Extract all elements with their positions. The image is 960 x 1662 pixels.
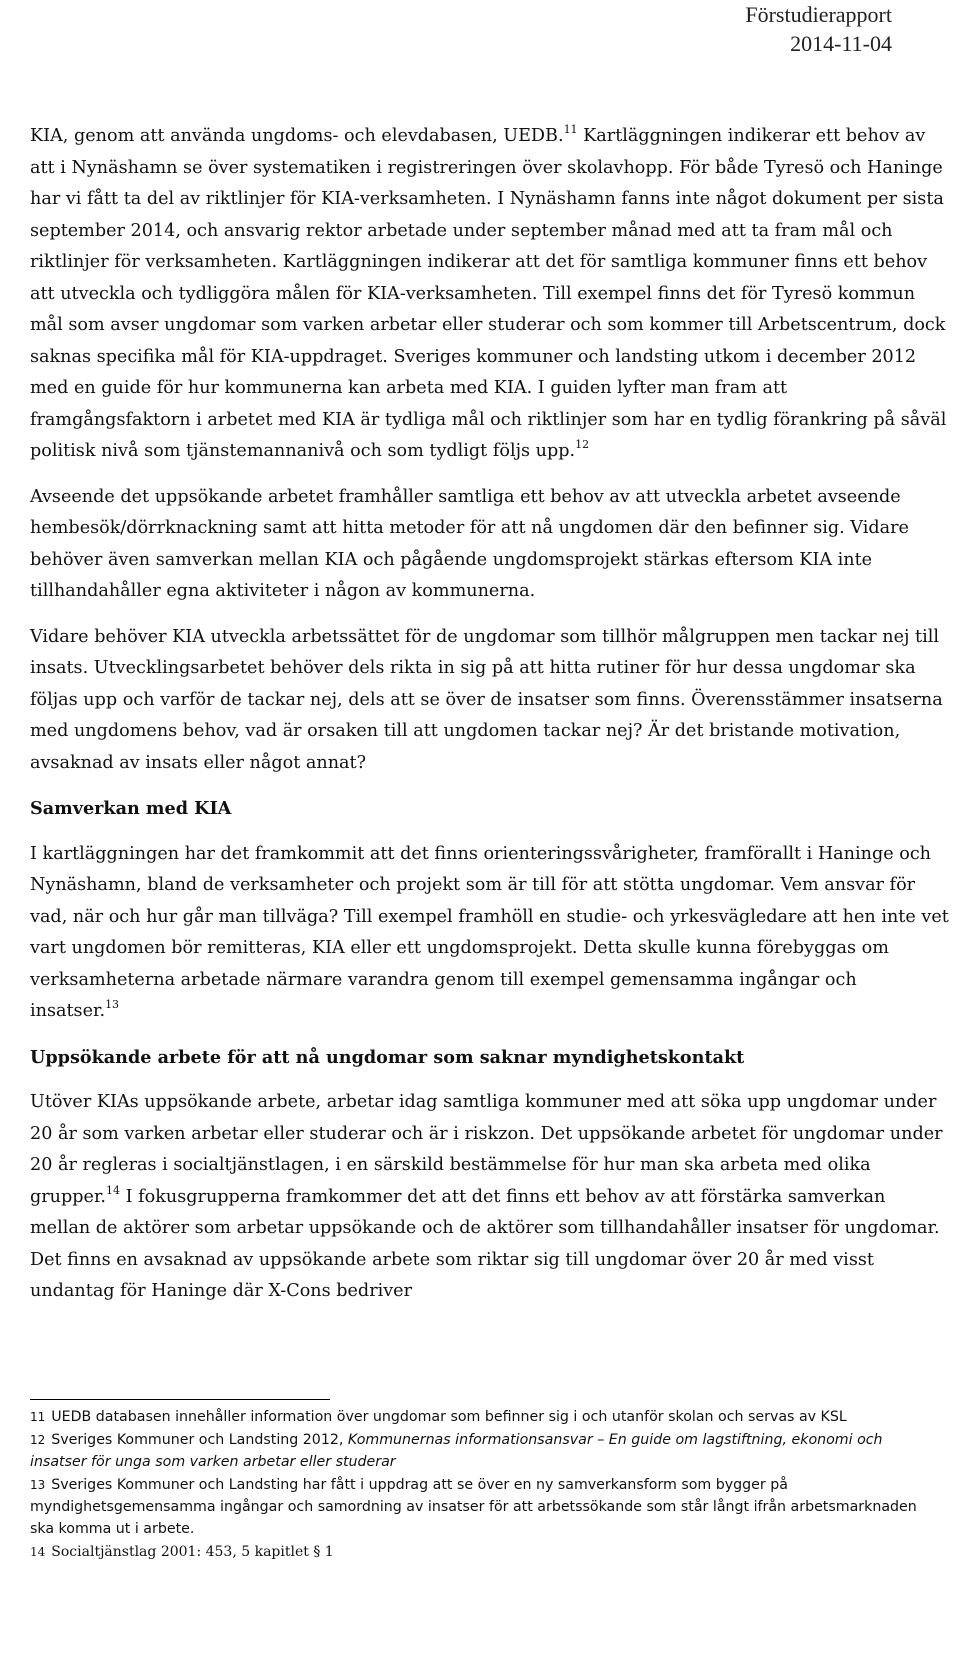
header-date: 2014-11-04 <box>790 31 892 56</box>
footnote-number: 12 <box>30 1433 46 1447</box>
footnotes <box>30 1406 930 1564</box>
paragraph-text: Kartläggningen indikerar ett behov av att i Nynäshamn se över systematiken i registreringen över skolavhopp. För både Tyresö och Haninge har vi fått ta del av riktlinjer för KIA-verksamheten. I Nynäshamn fanns inte något dokument per sista september 2014, och ansvarig rektor arbetade under september månad med att ta fram mål och riktlinjer för verksamheten. Kartläggningen indikerar att det för samtliga kommuner finns ett behov att utveckla och tydliggöra målen för KIA-verksamheten. Till exempel finns det för Tyresö kommun mål som avser ungdomar som varken arbetar eller studerar och som kommer till Arbetscentrum, dock saknas specifika mål för KIA-uppdraget. Sveriges kommuner och landsting utkom i december 2012 med en guide för hur kommunerna kan arbeta med KIA. I guiden lyfter man fram att framgångsfaktorn i arbetet med KIA är tydliga mål och riktlinjer som har en tydlig förankring på såväl politisk nivå som tjänstemannanivå och som tydligt följs upp. <box>30 126 947 461</box>
footnote-text: Sveriges Kommuner och Landsting har fått i uppdrag att se över en ny samverkansform som bygger på myndighetsgemensamma ingångar och samordning av insatser för att arbetssökande som står långt ifrån arbetsmarknaden ska komma ut i arbete. <box>30 1477 917 1537</box>
paragraph-outreach-youth <box>30 1087 950 1308</box>
paragraph-text: I kartläggningen har det framkommit att det finns orienteringssvårigheter, framförallt i Haninge och Nynäshamn, bland de verksamheter och projekt som är till för att stötta ungdomar. Vem ansvar för vad, när och hur går man tillväga? Till exempel framhöll en studie- och yrkesvägledare att hen inte vet vart ungdomen bör remitteras, KIA eller ett ungdomsprojekt. Detta skulle kunna förebyggas om verksamheterna arbetade närmare varandra genom till exempel gemensamma ingångar och insatser. <box>30 843 949 1021</box>
footnote-title: Kommunernas informationsansvar – En guide om lagstiftning, ekonomi och insatser för unga som varken arbetar eller studerar <box>30 1432 883 1470</box>
paragraph-text: Utöver KIAs uppsökande arbete, arbetar idag samtliga kommuner med att söka upp ungdomar under 20 år som varken arbetar eller studerar och är i riskzon. Det uppsökande arbetet för ungdomar under 20 år regleras i socialtjänstlagen, i en särskild bestämmelse för hur man ska arbeta med olika grupper. <box>30 1092 943 1207</box>
footnote-text: UEDB databasen innehåller information över ungdomar som befinner sig i och utanför skolan och servas av KSL <box>51 1409 847 1425</box>
footnote-separator <box>30 1399 330 1400</box>
footnote-number: 11 <box>30 1410 46 1424</box>
paragraph-decline: Vidare behöver KIA utveckla arbetssättet för de ungdomar som tillhör målgruppen men tackar nej till insats. Utvecklingsarbetet behöver dels rikta in sig på att hitta rutiner för hur dessa ungdomar ska följas upp och varför de tackar nej, dels att se över de insatser som finns. Överensstämmer insatserna med ungdomens behov, vad är orsaken till att ungdomen tackar nej? Är det bristande motivation, avsaknad av insats eller något annat? <box>30 626 943 773</box>
footnote-ref-11[interactable]: 11 <box>563 123 578 136</box>
footnote-text: Socialtjänstlag 2001: 453, 5 kapitlet § 1 <box>51 1544 334 1560</box>
footnote-number: 14 <box>30 1545 46 1559</box>
page-header <box>745 0 892 58</box>
paragraph-outreach: Avseende det uppsökande arbetet framhåller samtliga ett behov av att utveckla arbetet avseende hembesök/dörrknackning samt att hitta metoder för att nå ungdomen där den befinner sig. Vidare behöver även samverkan mellan KIA och pågående ungdomsprojekt stärkas eftersom KIA inte tillhandahåller egna aktiviteter i någon av kommunerna. <box>30 486 909 601</box>
footnote-number: 13 <box>30 1478 46 1492</box>
footnote-ref-13[interactable]: 13 <box>105 998 120 1011</box>
paragraph-orientation <box>30 839 950 1028</box>
paragraph-text: I fokusgrupperna framkommer det att det finns ett behov av att förstärka samverkan mellan de aktörer som arbetar uppsökande och de aktörer som tillhandahåller insatser för ungdomar. Det finns en avsaknad av uppsökande arbete som riktar sig till ungdomar över 20 år med visst undantag för Haninge där X-Cons bedriver <box>30 1186 940 1301</box>
footnote-12 <box>30 1429 930 1473</box>
paragraph-text: KIA, genom att använda ungdoms- och elevdabasen, UEDB. <box>30 126 564 146</box>
footnote-11 <box>30 1406 930 1428</box>
footnote-14 <box>30 1541 930 1563</box>
footnote-ref-12[interactable]: 12 <box>575 438 590 451</box>
heading-samverkan: Samverkan med KIA <box>30 798 232 819</box>
footnote-13 <box>30 1474 930 1540</box>
body-text <box>30 121 950 1322</box>
header-title: Förstudierapport <box>745 2 892 27</box>
footnote-ref-14[interactable]: 14 <box>106 1183 121 1197</box>
heading-uppsokande: Uppsökande arbete för att nå ungdomar som saknar myndighetskontakt <box>30 1046 745 1068</box>
footnote-text: Sveriges Kommuner och Landsting 2012, <box>51 1432 348 1448</box>
paragraph-kia-goals <box>30 121 950 468</box>
